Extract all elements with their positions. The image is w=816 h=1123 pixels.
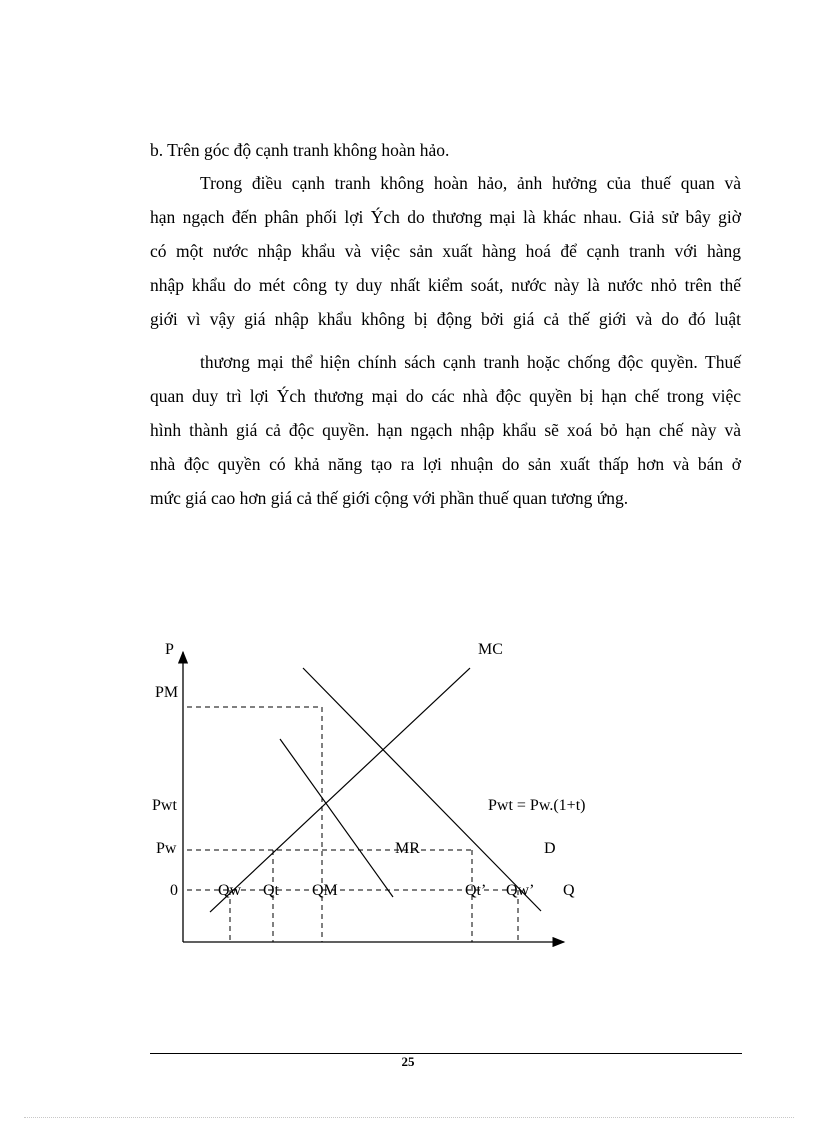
text-line: hạn ngạch đến phân phối lợi Ých do thương mại là khác nhau. Giả sử bây giờ <box>150 207 741 227</box>
d-label: D <box>544 840 556 857</box>
text-line: nhập khẩu do mét công ty duy nhất kiểm soát, nước này là nước nhỏ trên thế <box>150 275 741 295</box>
p-axis-label: P <box>165 641 174 658</box>
pw-label: Pw <box>156 840 177 857</box>
page-number: 25 <box>401 1054 415 1069</box>
text-line: có một nước nhập khẩu và việc sản xuất hàng hoá để cạnh tranh với hàng <box>150 241 741 261</box>
text-line: Trong điều cạnh tranh không hoàn hảo, ảnh hưởng của thuế quan và <box>200 173 741 193</box>
demand-curve <box>303 668 541 911</box>
qt-label: Qt <box>263 882 279 899</box>
mc-label: MC <box>478 641 503 658</box>
mc-curve <box>210 668 470 912</box>
q-axis-label: Q <box>563 882 575 899</box>
text-line: hình thành giá cả độc quyền. hạn ngạch nhập khẩu sẽ xoá bỏ hạn chế này và <box>150 420 741 440</box>
formula-label: Pwt = Pw.(1+t) <box>488 797 586 814</box>
page-bottom-border <box>24 1117 794 1118</box>
section-heading: b. Trên góc độ cạnh tranh không hoàn hảo. <box>150 140 450 160</box>
text-line: quan duy trì lợi Ých thương mại do các nhà độc quyền bị hạn chế trong việc <box>150 386 741 406</box>
text-line: nhà độc quyền có khả năng tạo ra lợi nhuận do sản xuất thấp hơn và bán ở <box>150 454 741 474</box>
pm-label: PM <box>155 684 179 701</box>
paragraph-2-line-5: mức giá cao hơn giá cả thế giới cộng với phần thuế quan tương ứng. <box>150 488 629 508</box>
text-line: giới vì vậy giá nhập khẩu không bị động bởi giá cả thế giới và do đó luật <box>150 309 741 329</box>
qt-prime-label: Qt’ <box>465 882 487 899</box>
text-line: thương mại thể hiện chính sách cạnh tranh hoặc chống độc quyền. Thuế <box>200 352 741 372</box>
pwt-label: Pwt <box>152 797 177 814</box>
qm-label: QM <box>312 882 338 899</box>
mr-curve <box>280 739 393 897</box>
qw-prime-label: Qw’ <box>506 882 535 899</box>
qw-label: Qw <box>218 882 242 899</box>
mr-label: MR <box>395 840 420 857</box>
origin-label: 0 <box>170 882 178 899</box>
